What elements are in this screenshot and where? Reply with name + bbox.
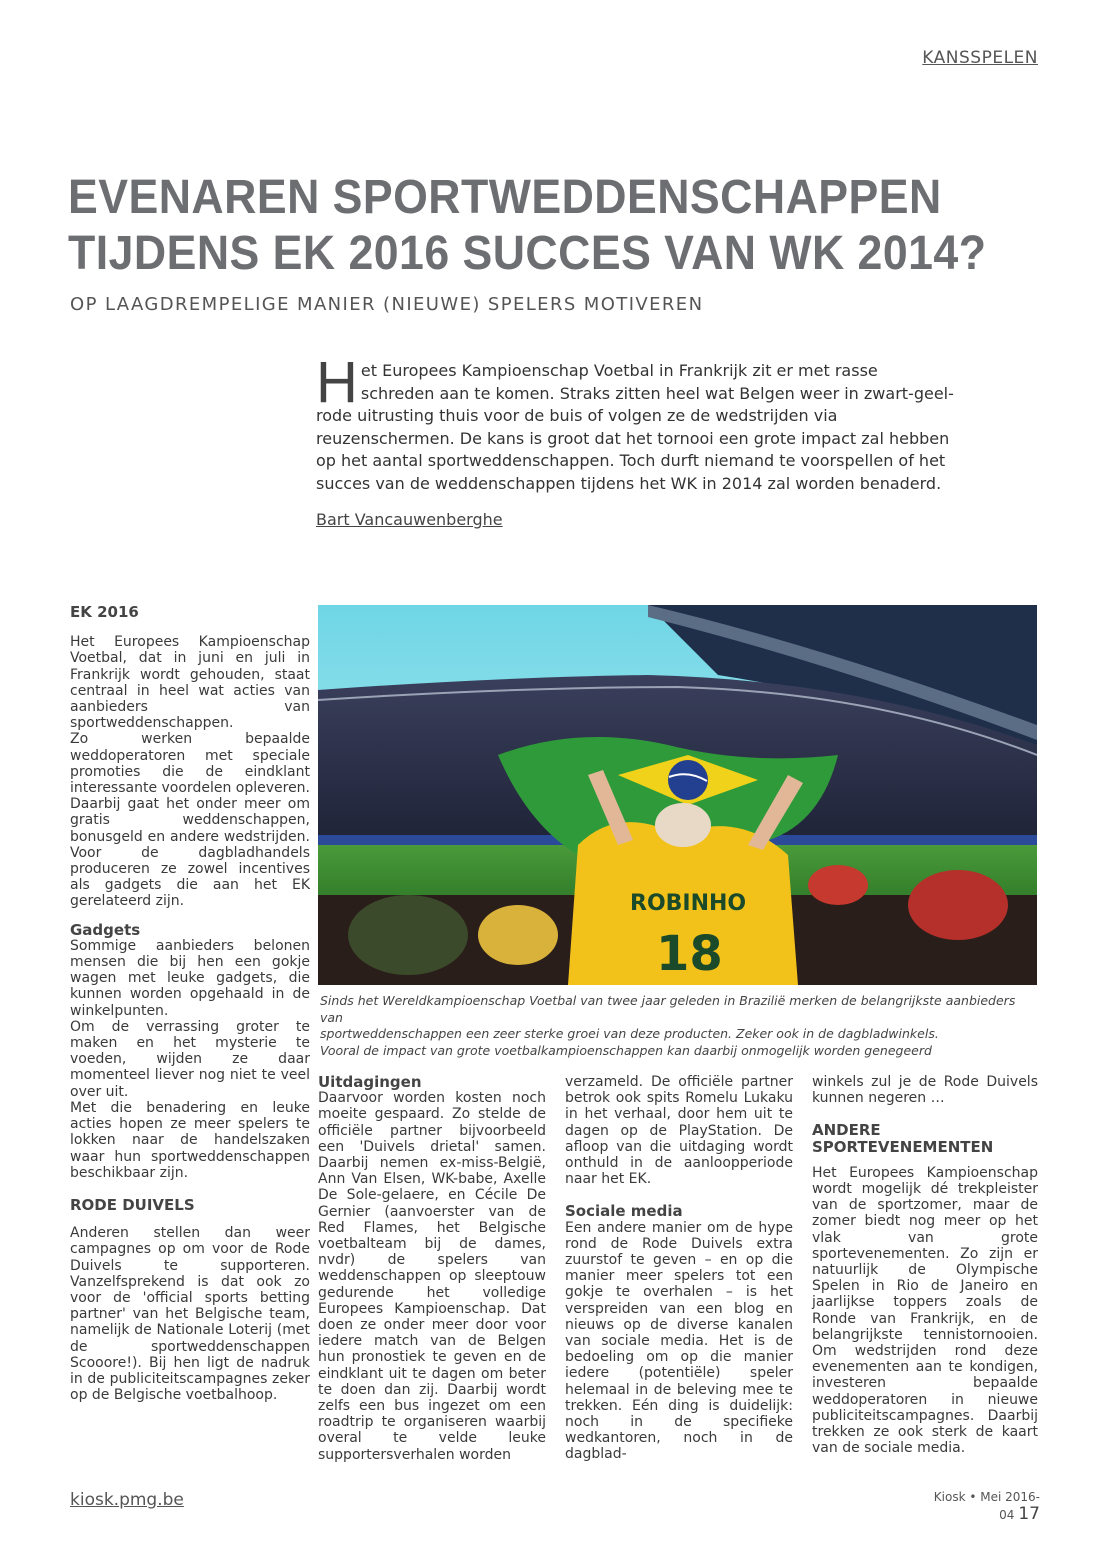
paragraph: Het Europees Kampioenschap Voetbal, dat in juni en juli in Frankrijk wordt gehouden, staat centraal in heel wat acties van aanbieders van sportweddenschappen.	[70, 634, 310, 732]
paragraph: Daarvoor worden kosten noch moeite gespaard. Zo stelde de officiële partner bijvoorbeeld een 'Duivels drietal' samen. Daarbij nemen ex-miss-België, Ann Van Elsen, WK-babe, Axelle De Sole-gelaere, en Cécile De Gernier (aanvoerster van de Red Flames, het Belgische voetbalteam bij de dames, nvdr) de spelers van weddenschappen op sleeptouw gedurende het volledige Europees Kampioenschap. Dat doen ze onder meer door voor iedere match van de Belgen hun pronostiek te geven en de eindklant uit te dagen om beter te doen dan zij. Daarbij wordt zelfs een bus ingezet om een roadtrip te organiseren waarbij overal te velde leuke supportersverhalen worden	[318, 1090, 546, 1463]
paragraph: Anderen stellen dan weer campagnes op om voor de Rode Duivels te supporteren. Vanzelfsprekend is dat ook zo voor de 'official sports betting partner' van het Belgische team, namelijk de Nationale Loterij (met de sportweddenschappen Scooore!). Bij hen ligt de nadruk in de publiciteitscampagnes zeker op de Belgische voetbalhoop.	[70, 1225, 310, 1404]
photo-caption	[320, 993, 1038, 1059]
drop-cap: H	[316, 350, 358, 415]
heading-gadgets: Gadgets	[70, 920, 141, 939]
heading-uitdagingen: Uitdagingen	[318, 1073, 422, 1091]
column-1	[70, 604, 310, 1403]
column-4	[812, 1074, 1038, 1456]
column-3	[565, 1074, 793, 1463]
article-title	[68, 170, 998, 282]
heading-rode-duivels: RODE DUIVELS	[70, 1195, 195, 1214]
title-line-1: EVENAREN SPORTWEDDENSCHAPPEN	[68, 171, 942, 224]
paragraph: Het Europees Kampioenschap wordt mogelijk dé trekpleister van de sportzomer, maar de zomer biedt nog meer op het vlak van grote sportevenementen. Zo zijn er natuurlijk de Olympische Spelen in Rio de Janeiro en jaarlijkse toppers zoals de Ronde van Frankrijk, en de belangrijkste tennistornooien. Om wedstrijden rond deze evenementen aan te kondigen, investeren bepaalde weddoperatoren in nieuwe publiciteitscampagnes. Daarbij trekken ze ook sterk de kaart van de sociale media.	[812, 1164, 1038, 1457]
paragraph: winkels zul je de Rode Duivels kunnen negeren …	[812, 1074, 1038, 1107]
stadium-photo	[318, 605, 1037, 985]
article-intro	[316, 350, 956, 495]
stadium-illustration	[318, 605, 1037, 985]
paragraph: Om de verrassing groter te maken en het mysterie te voeden, wijden ze daar momenteel liever nog niet te veel over uit.	[70, 1018, 310, 1100]
paragraph: Zo werken bepaalde weddoperatoren met speciale promoties die de eindklant interessante voordelen opleveren. Daarbij gaat het onder meer om gratis weddenschappen, bonusgeld en andere wedstrijden. Voor de dagbladhandels produceren ze zowel incentives als gadgets die aan het EK gerelateerd zijn.	[70, 731, 311, 910]
heading-andere-sportevenementen	[812, 1122, 1038, 1154]
footer-issue	[900, 1490, 1040, 1524]
caption-line: Sinds het Wereldkampioenschap Voetbal van twee jaar geleden in Brazilië merken de belangrijkste aanbieders van	[320, 993, 1016, 1025]
article-subtitle: OP LAAGDREMPELIGE MANIER (NIEUWE) SPELERS MOTIVEREN	[70, 294, 704, 315]
page-number: 17	[1018, 1504, 1040, 1524]
intro-text: et Europees Kampioenschap Voetbal in Frankrijk zit er met rasse schreden aan te komen. Straks zitten heel wat Belgen weer in zwart-geel-rode uitrusting thuis voor de buis of volgen ze de wedstrijden via reuzenschermen. De kans is groot dat het tornooi een grote impact zal hebben op het aantal sportweddenschappen. Toch durft niemand te voorspellen of het succes van de weddenschappen tijdens het WK in 2014 zal worden benaderd.	[316, 361, 954, 493]
column-2	[318, 1074, 546, 1463]
jersey-number: 18	[656, 926, 723, 982]
jersey-name: ROBINHO	[630, 891, 747, 916]
paragraph: Sommige aanbieders belonen mensen die bij hen een gokje wagen met leuke gadgets, die kunnen worden opgehaald in de winkelpunten.	[70, 937, 310, 1019]
paragraph: Met die benadering en leuke acties hopen ze meer spelers te lokken naar de handelszaken waar hun sportweddenschappen beschikbaar zijn.	[70, 1099, 310, 1181]
issue-label: Kiosk • Mei 2016-04	[933, 1490, 1040, 1522]
caption-line: Vooral de impact van grote voetbalkampioenschappen kan daarbij onmogelijk worden genegeerd	[320, 1042, 932, 1058]
caption-line: sportweddenschappen een zeer sterke groei van deze producten. Zeker ook in de dagbladwinkels.	[320, 1026, 939, 1041]
author-link[interactable]: Bart Vancauwenberghe	[316, 510, 503, 529]
heading-ek-2016: EK 2016	[70, 603, 139, 621]
footer-site-link[interactable]: kiosk.pmg.be	[70, 1490, 184, 1510]
title-line-2: TIJDENS EK 2016 SUCCES VAN WK 2014?	[68, 227, 987, 280]
section-label[interactable]: KANSSPELEN	[922, 48, 1038, 68]
heading-line: ANDERE	[812, 1121, 881, 1140]
paragraph: Een andere manier om de hype rond de Rode Duivels extra zuurstof te geven – en op die manier meer spelers tot een gokje te overhalen – is het verspreiden van een blog en nieuws op de diverse kanalen van sociale media. Het is de bedoeling om op die manier iedere (potentiële) speler helemaal in de beleving mee te trekken. Eén ding is duidelijk: noch in de specifieke wedkantoren, noch in de dagblad-	[565, 1219, 793, 1463]
paragraph: verzameld. De officiële partner betrok ook spits Romelu Lukaku in het verhaal, door hem uit te dagen op de PlayStation. De afloop van die uitdaging wordt onthuld in de aanloopperiode naar het EK.	[565, 1074, 793, 1188]
heading-line: SPORTEVENEMENTEN	[812, 1137, 994, 1156]
heading-sociale-media: Sociale media	[565, 1202, 683, 1221]
